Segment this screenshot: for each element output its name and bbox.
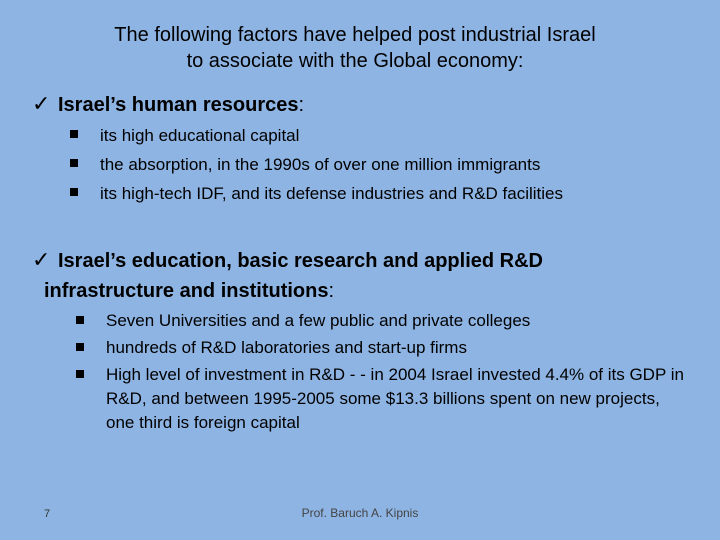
title-line-2: to associate with the Global economy: xyxy=(186,50,524,72)
checkmark-icon: ✓ xyxy=(32,248,51,273)
section-2-bullet-list xyxy=(70,309,690,438)
list-item-text: its high educational capital xyxy=(100,126,300,145)
section-2-heading-line-2: infrastructure and institutions xyxy=(44,280,329,302)
square-bullet-icon xyxy=(70,159,78,167)
slide-number: 7 xyxy=(44,508,51,520)
list-item xyxy=(70,309,690,333)
section-education-heading xyxy=(32,246,543,306)
footer-credit: Prof. Baruch A. Kipnis xyxy=(301,506,419,520)
list-item xyxy=(70,336,690,360)
list-item-text: High level of investment in R&D - - in 2004 Israel invested 4.4% of its GDP in R&D, and between 1995-2005 some $13.3 billions spent on new projects, one third is foreign capital xyxy=(106,365,684,432)
list-item-text: Seven Universities and a few public and private colleges xyxy=(106,311,531,330)
section-2-heading-line-1: Israel’s education, basic research and applied R&D xyxy=(58,250,543,272)
section-2-heading-colon: : xyxy=(328,280,335,302)
list-item-text: the absorption, in the 1990s of over one million immigrants xyxy=(100,155,541,174)
list-item xyxy=(64,121,684,150)
list-item xyxy=(70,363,690,435)
section-human-resources-heading xyxy=(32,90,304,120)
list-item-text: its high-tech IDF, and its defense industries and R&D facilities xyxy=(100,184,564,203)
square-bullet-icon xyxy=(76,370,84,378)
slide-title xyxy=(40,22,670,74)
section-1-heading-colon: : xyxy=(298,94,305,116)
title-line-1: The following factors have helped post industrial Israel xyxy=(114,24,596,46)
square-bullet-icon xyxy=(76,343,84,351)
list-item-text: hundreds of R&D laboratories and start-up firms xyxy=(106,338,467,357)
list-item xyxy=(64,179,684,208)
section-1-bullet-list xyxy=(64,121,684,208)
list-item xyxy=(64,150,684,179)
square-bullet-icon xyxy=(70,130,78,138)
square-bullet-icon xyxy=(70,188,78,196)
checkmark-icon: ✓ xyxy=(32,92,51,117)
square-bullet-icon xyxy=(76,316,84,324)
section-1-heading-text: Israel’s human resources xyxy=(58,94,299,116)
